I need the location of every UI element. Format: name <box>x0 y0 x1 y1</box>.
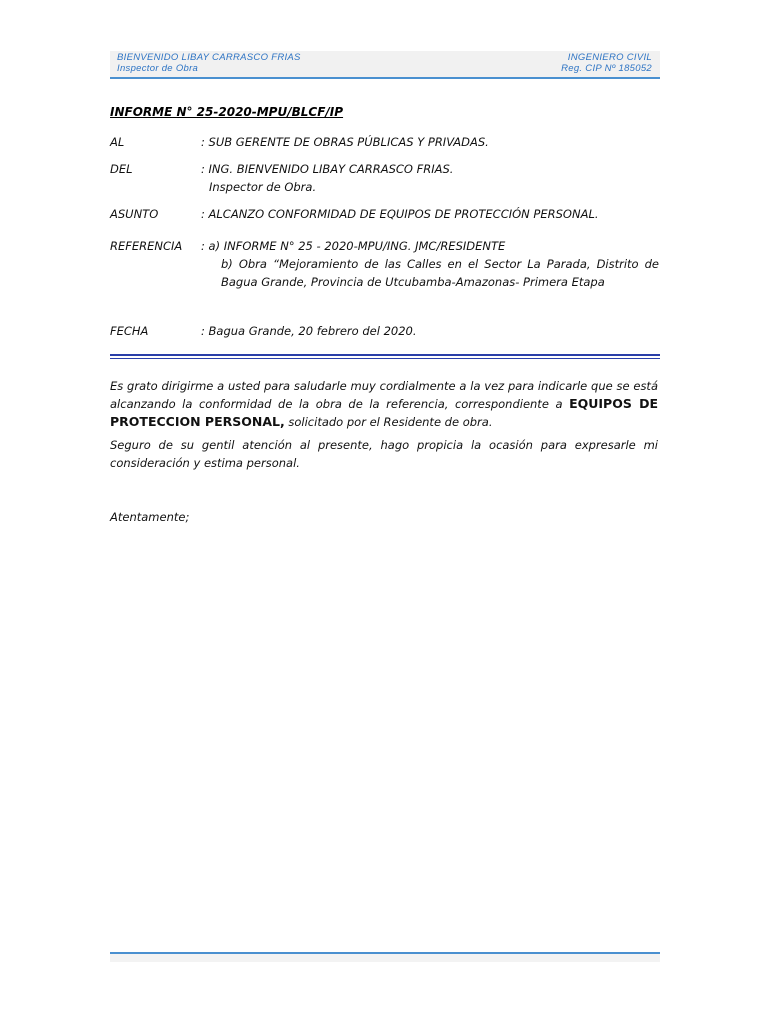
field-del-role: Inspector de Obra. <box>209 180 317 194</box>
footer-bar <box>110 952 660 962</box>
closing: Atentamente; <box>110 510 190 524</box>
letterhead-left <box>117 52 301 74</box>
separator-line-thin <box>110 358 660 359</box>
letterhead <box>110 51 660 79</box>
paragraph-1-end: solicitado por el Residente de obra. <box>284 415 493 429</box>
field-del-label: DEL <box>110 162 133 176</box>
letterhead-right <box>561 52 652 74</box>
field-fecha-label: FECHA <box>110 324 149 338</box>
author-title: INGENIERO CIVIL <box>567 52 652 63</box>
field-referencia-value-block <box>201 237 659 291</box>
body-paragraph-1 <box>110 377 658 431</box>
author-name: BIENVENIDO LIBAY CARRASCO FRIAS <box>117 52 301 63</box>
field-asunto-label: ASUNTO <box>110 207 159 221</box>
separator-line <box>110 354 660 356</box>
body-paragraph-2: Seguro de su gentil atención al presente, hago propicia la ocasión para expresarle mi consideración y estima personal. <box>110 438 658 470</box>
author-role: Inspector de Obra <box>117 63 199 74</box>
field-del-value-block <box>201 160 659 196</box>
field-al-value: : SUB GERENTE DE OBRAS PÚBLICAS Y PRIVADAS. <box>201 135 489 149</box>
field-fecha-value: : Bagua Grande, 20 febrero del 2020. <box>201 324 417 338</box>
field-del-value: : ING. BIENVENIDO LIBAY CARRASCO FRIAS. <box>201 162 454 176</box>
field-referencia-label: REFERENCIA <box>110 239 183 253</box>
paragraph-1-bold: EQUIPOS DE PROTECCION PERSONAL, <box>110 396 658 429</box>
reference-b: b) Obra “Mejoramiento de las Calles en el Sector La Parada, Distrito de Bagua Grande, Provincia de Utcubamba-Amazonas- Primera Etapa <box>221 257 659 289</box>
field-asunto-value: : ALCANZO CONFORMIDAD DE EQUIPOS DE PROTECCIÓN PERSONAL. <box>201 207 599 221</box>
field-al-label: AL <box>110 135 125 149</box>
author-registration: Reg. CIP Nº 185052 <box>561 63 652 74</box>
document-title: INFORME N° 25-2020-MPU/BLCF/IP <box>110 105 344 119</box>
paragraph-1-start: Es grato dirigirme a usted para saludarle muy cordialmente a la vez para indicarle que se está alcanzando la conformidad de la obra de la referencia, correspondiente a <box>110 379 658 411</box>
reference-a: : a) INFORME N° 25 - 2020-MPU/ING. JMC/RESIDENTE <box>201 239 506 253</box>
